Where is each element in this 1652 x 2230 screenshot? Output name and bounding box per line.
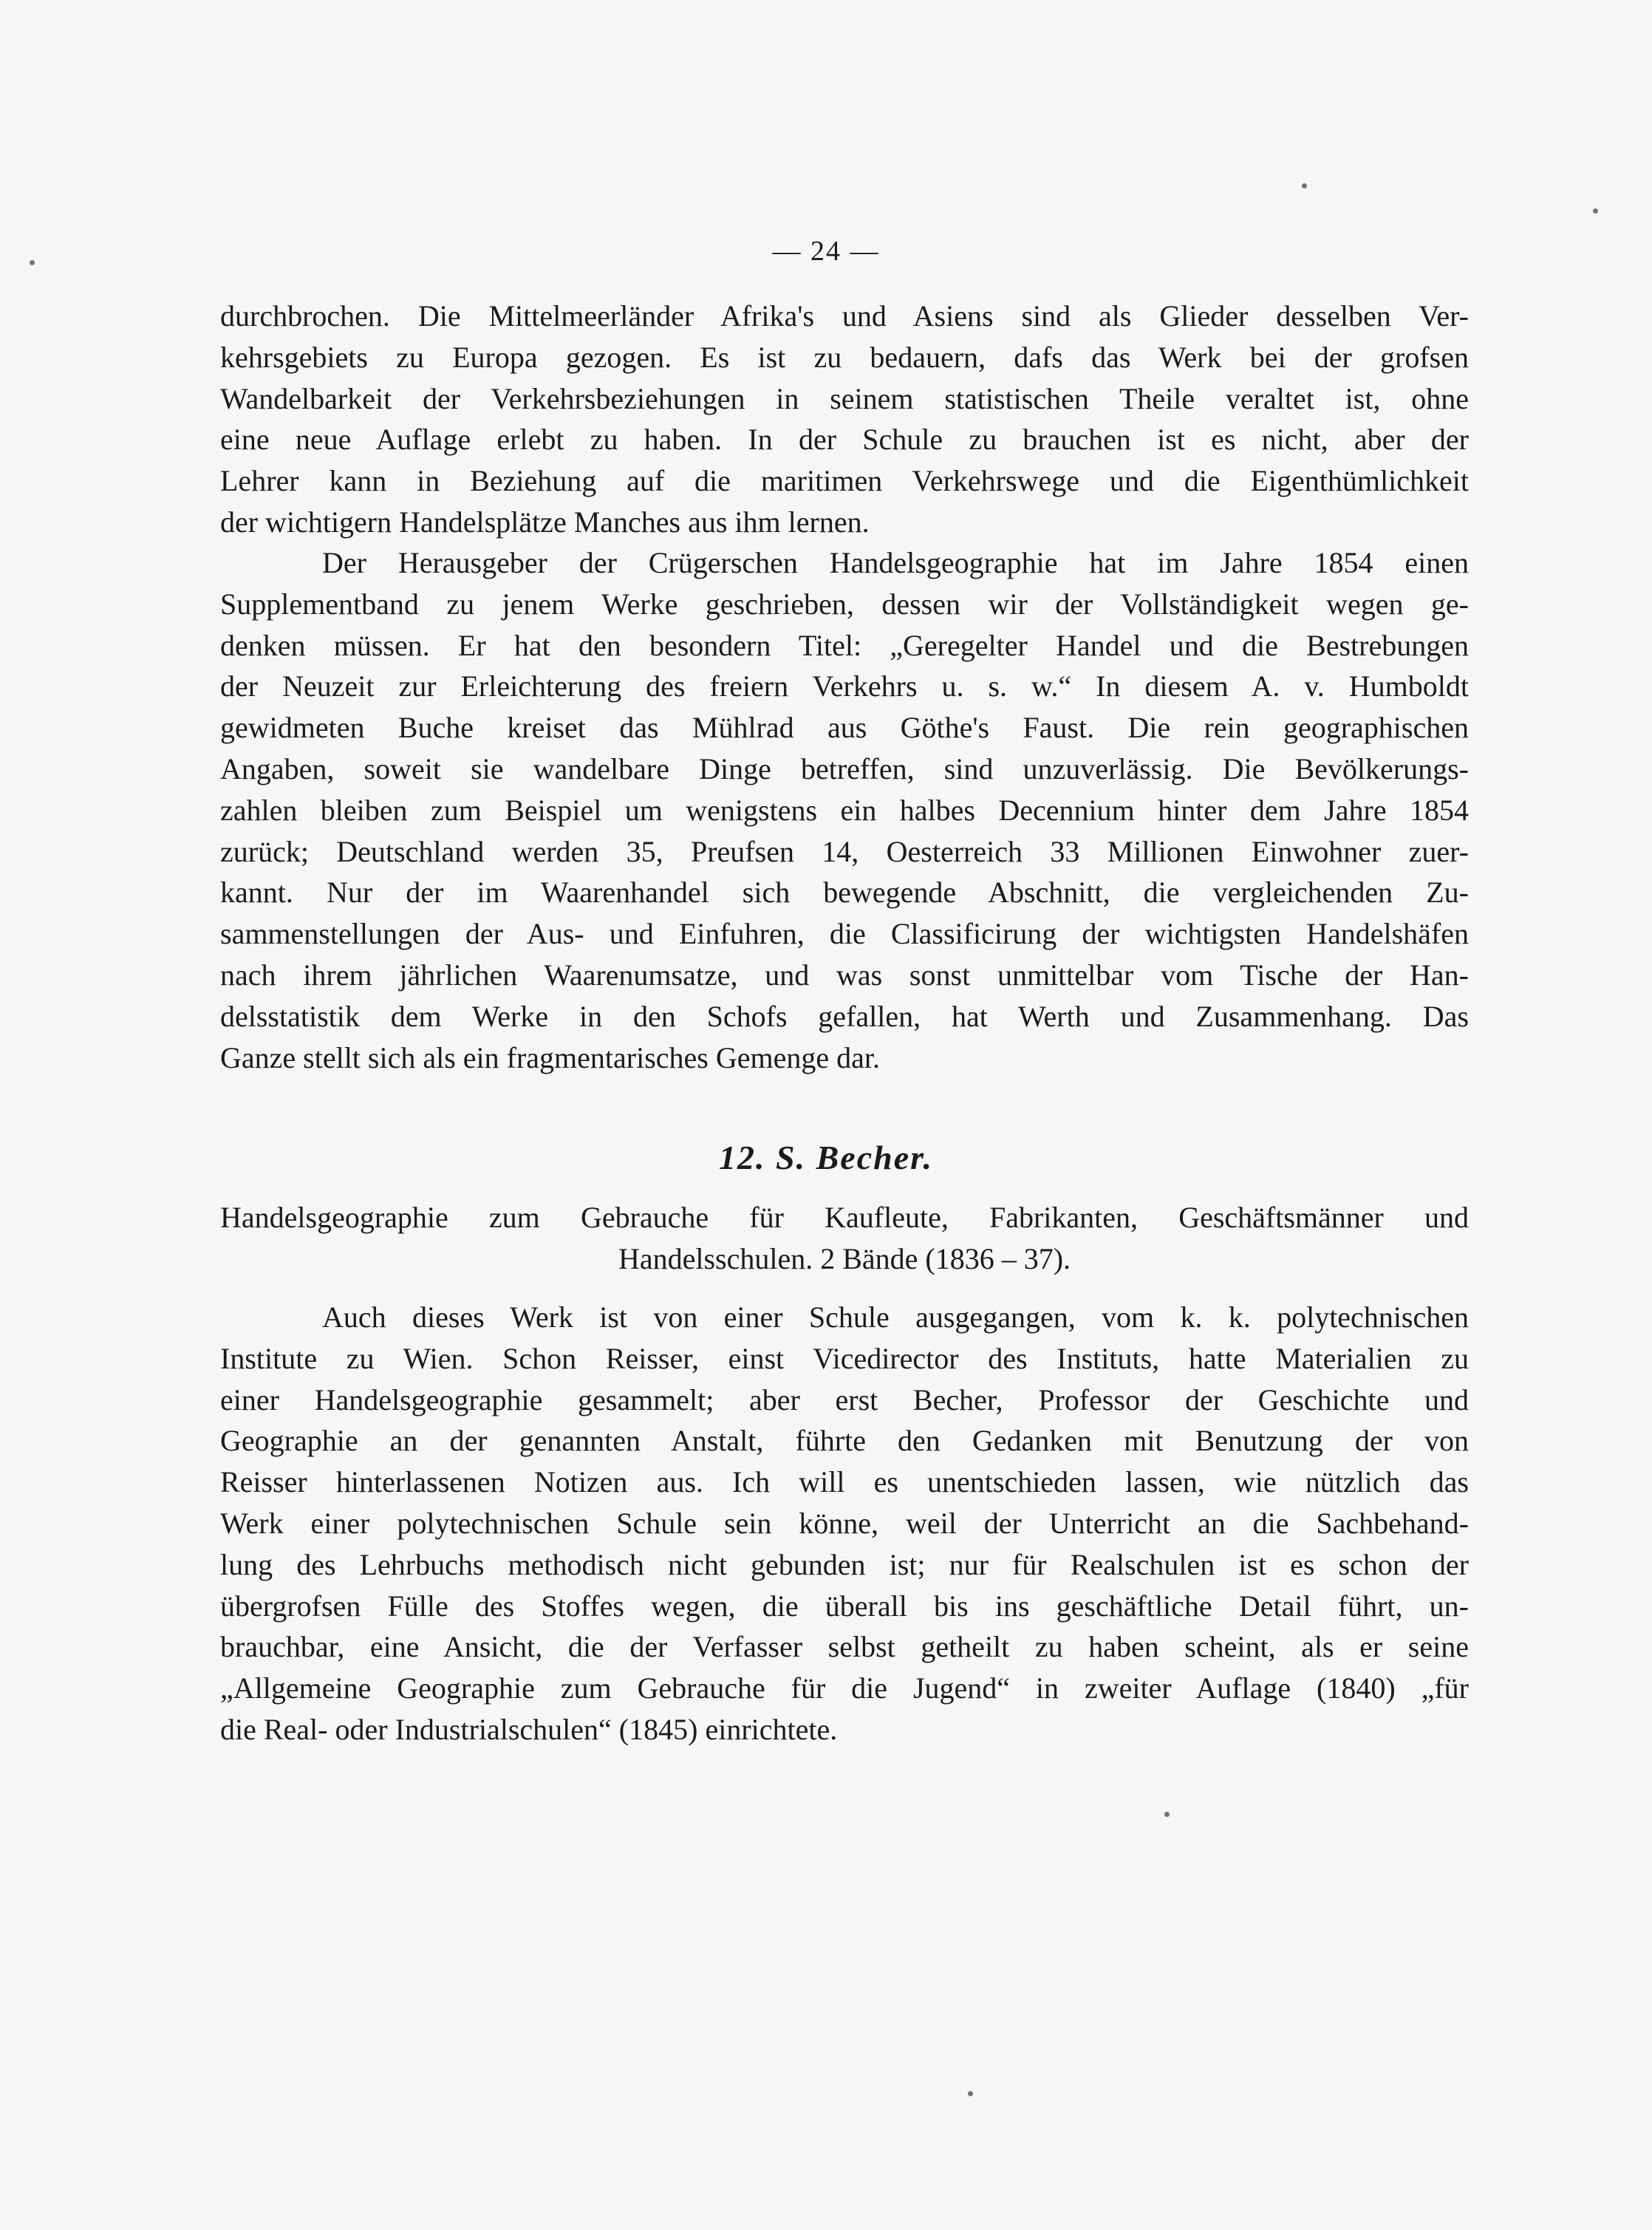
text-line: Reisser hinterlassenen Notizen aus. Ich will es unentschieden lassen, wie nützlich das (220, 1465, 1469, 1499)
paragraph-1 (220, 296, 1469, 543)
text-line: zahlen bleiben zum Beispiel um wenigstens ein halbes Decennium hinter dem Jahre 1854 (220, 793, 1469, 827)
section-heading: 12. S. Becher. (719, 1139, 933, 1176)
scan-speck (968, 2091, 973, 2096)
text-line: delsstatistik dem Werke in den Schofs gefallen, hat Werth und Zusammenhang. Das (220, 999, 1469, 1033)
paragraph-2 (220, 542, 1469, 1078)
text-line: der wichtigern Handelsplätze Manches aus ihm lernen. (220, 505, 870, 539)
text-line: nach ihrem jährlichen Waarenumsatze, und was sonst unmittelbar vom Tische der Han- (220, 958, 1469, 992)
text-line: gewidmeten Buche kreiset das Mühlrad aus Göthe's Faust. Die rein geographischen (220, 711, 1469, 745)
text-line: durchbrochen. Die Mittelmeerländer Afrika's und Asiens sind als Glieder desselben Ver- (220, 299, 1469, 333)
text-line: Auch dieses Werk ist von einer Schule ausgegangen, vom k. k. polytechnischen (322, 1300, 1469, 1334)
text-line: kannt. Nur der im Waarenhandel sich bewegende Abschnitt, die vergleichenden Zu- (220, 876, 1469, 910)
paragraph-3 (220, 1297, 1469, 1750)
book-title (220, 1197, 1469, 1280)
page-number: — 24 — (772, 236, 880, 267)
text-line: Angaben, soweit sie wandelbare Dinge betreffen, sind unzuverlässig. Die Bevölkerungs- (220, 751, 1469, 785)
text-line: einer Handelsgeographie gesammelt; aber erst Becher, Professor der Geschichte und (220, 1382, 1469, 1416)
text-line: Handelsschulen. 2 Bände (1836 – 37). (618, 1241, 1071, 1275)
text-line: Wandelbarkeit der Verkehrsbeziehungen in seinem statistischen Theile veraltet ist, ohne (220, 381, 1469, 415)
text-line: Institute zu Wien. Schon Reisser, einst Vicedirector des Instituts, hatte Materialien zu (220, 1341, 1469, 1375)
scan-speck (30, 260, 35, 265)
text-line: Geographie an der genannten Anstalt, führte den Gedanken mit Benutzung der von (220, 1424, 1469, 1458)
text-line: übergrofsen Fülle des Stoffes wegen, die überall bis ins geschäftliche Detail führt, un- (220, 1589, 1469, 1623)
text-line: lung des Lehrbuchs methodisch nicht gebunden ist; nur für Realschulen ist es schon der (220, 1547, 1469, 1581)
text-line: Lehrer kann in Beziehung auf die maritimen Verkehrswege und die Eigenthümlichkeit (220, 464, 1469, 498)
text-line: Der Herausgeber der Crügerschen Handelsgeographie hat im Jahre 1854 einen (322, 546, 1469, 579)
text-line: „Allgemeine Geographie zum Gebrauche für die Jugend“ in zweiter Auflage (1840) „für (220, 1671, 1469, 1705)
scan-speck (1302, 183, 1307, 188)
text-line: Ganze stellt sich als ein fragmentarisches Gemenge dar. (220, 1040, 880, 1074)
text-line: denken müssen. Er hat den besondern Titel: „Geregelter Handel und die Bestrebungen (220, 628, 1469, 662)
text-line: brauchbar, eine Ansicht, die der Verfasser selbst getheilt zu haben scheint, als er seine (220, 1630, 1469, 1664)
text-line: Supplementband zu jenem Werke geschrieben, dessen wir der Vollständigkeit wegen ge- (220, 587, 1469, 621)
text-line: kehrsgebiets zu Europa gezogen. Es ist zu bedauern, dafs das Werk bei der grofsen (220, 340, 1469, 374)
text-line: Werk einer polytechnischen Schule sein könne, weil der Unterricht an die Sachbehand- (220, 1506, 1469, 1540)
text-line: der Neuzeit zur Erleichterung des freiern Verkehrs u. s. w.“ In diesem A. v. Humboldt (220, 669, 1469, 703)
text-line: Handelsgeographie zum Gebrauche für Kaufleute, Fabrikanten, Geschäftsmänner und (220, 1201, 1469, 1234)
text-line: zurück; Deutschland werden 35, Preufsen 14, Oesterreich 33 Millionen Einwohner zuer- (220, 834, 1469, 868)
text-line: sammenstellungen der Aus- und Einfuhren, die Classificirung der wichtigsten Handelshäfen (220, 917, 1469, 951)
text-line: eine neue Auflage erlebt zu haben. In der Schule zu brauchen ist es nicht, aber der (220, 423, 1469, 457)
text-line: die Real- oder Industrialschulen“ (1845) einrichtete. (220, 1712, 838, 1746)
scan-speck (1593, 208, 1598, 214)
scan-speck (1164, 1812, 1170, 1817)
